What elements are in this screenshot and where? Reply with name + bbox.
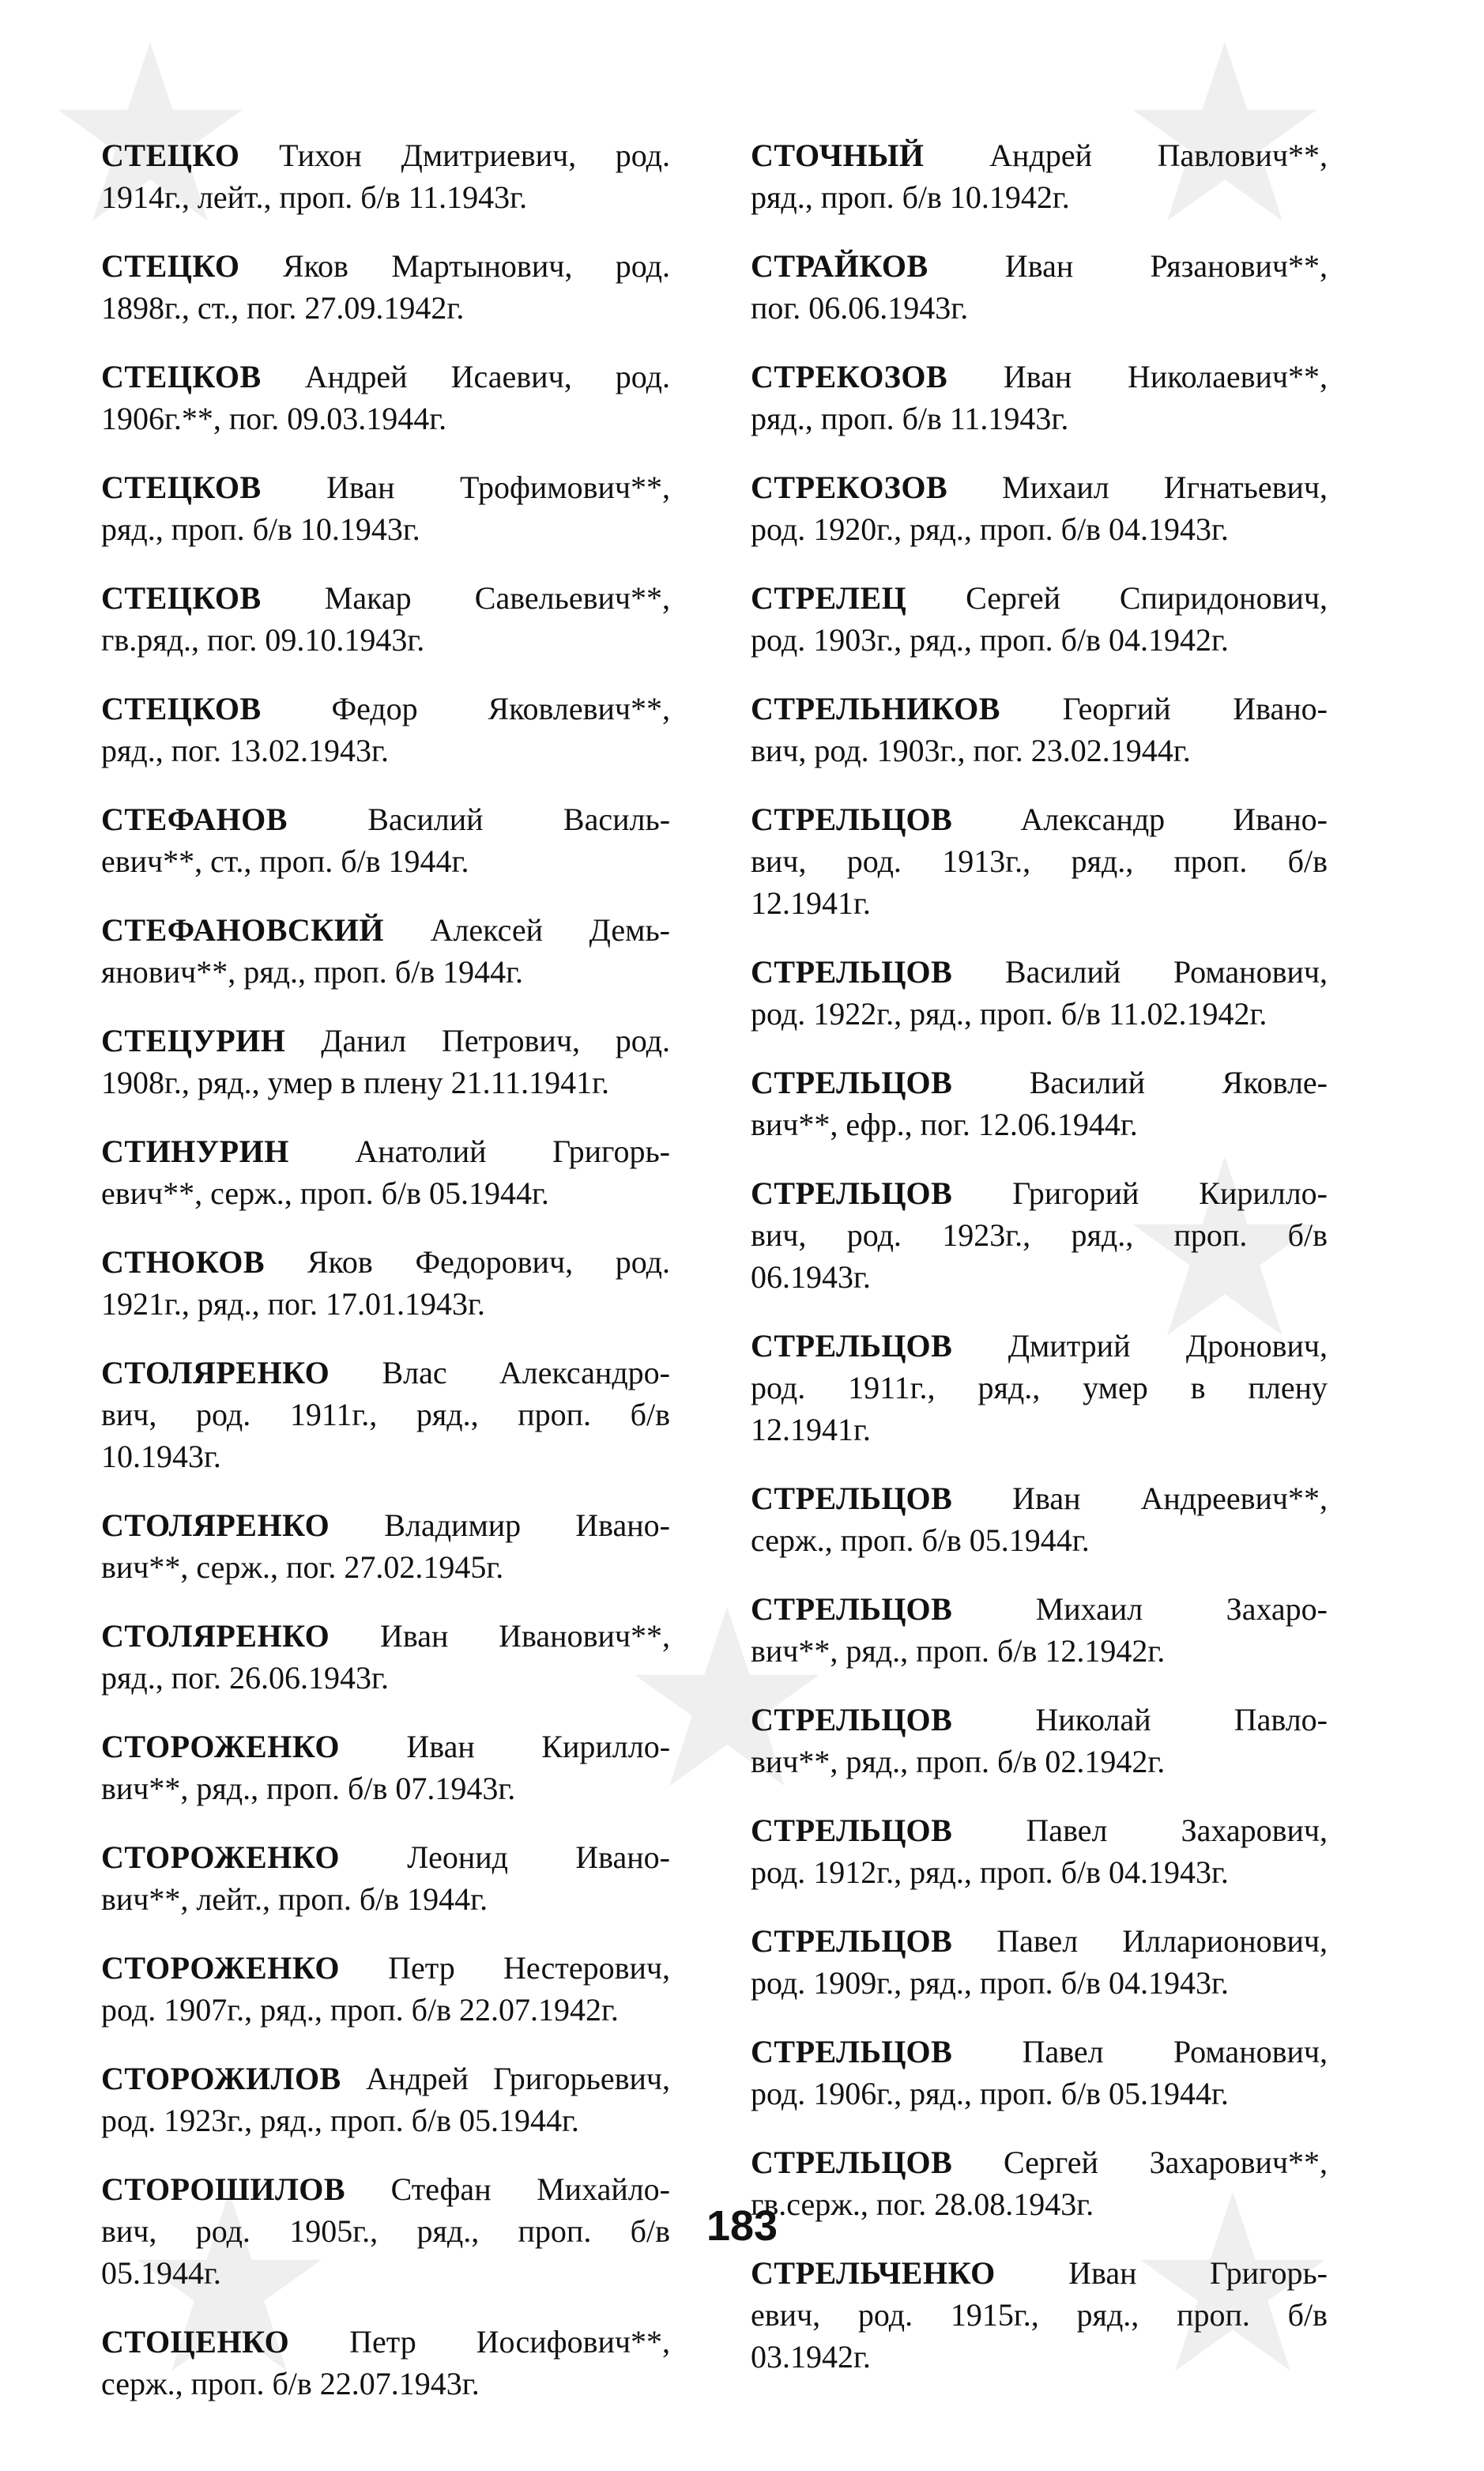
entry-line	[751, 134, 1328, 176]
list-item	[751, 798, 1328, 924]
entry-line	[101, 798, 670, 840]
entry-text: вич**, ряд., проп. б/в 12.1942г.	[751, 1633, 1166, 1669]
entry-line	[751, 1256, 1328, 1298]
list-item	[751, 1588, 1328, 1672]
entry-surname: СТРЕЛЬЦОВ	[751, 1175, 953, 1211]
entry-text: Алексей Демь-	[430, 912, 670, 948]
list-item	[751, 688, 1328, 771]
entry-line	[101, 2099, 670, 2141]
entry-text: вич**, ряд., проп. б/в 07.1943г.	[101, 1771, 516, 1806]
entry-surname: СТРЕЛЬЦОВ	[751, 802, 953, 837]
entry-line	[751, 2252, 1328, 2294]
entry-text: Георгий Ивано-	[1062, 691, 1328, 726]
entry-line	[751, 2031, 1328, 2073]
list-item	[101, 798, 670, 882]
list-item	[101, 1615, 670, 1699]
list-item	[101, 1947, 670, 2031]
entry-line	[751, 1062, 1328, 1103]
entry-text: 1921г., ряд., пог. 17.01.1943г.	[101, 1286, 485, 1322]
entry-text: вич, род. 1905г., ряд., проп. б/в	[101, 2213, 670, 2249]
entry-text: ряд., пог. 13.02.1943г.	[101, 733, 389, 768]
entry-text: Стефан Михайло-	[390, 2171, 671, 2207]
entry-text: Леонид Ивано-	[407, 1839, 670, 1875]
list-item	[101, 688, 670, 771]
left-column	[101, 134, 670, 2405]
list-item	[751, 134, 1328, 218]
entry-surname: СТРЕЛЬНИКОВ	[751, 691, 1000, 726]
entry-line	[101, 730, 670, 771]
entry-text: вич, род. 1923г., ряд., проп. б/в	[751, 1217, 1328, 1253]
entry-line	[101, 1989, 670, 2031]
list-item	[751, 1809, 1328, 1893]
entry-line	[101, 1657, 670, 1699]
entry-text: род. 1923г., ряд., проп. б/в 05.1944г.	[101, 2103, 579, 2138]
entry-line	[751, 1630, 1328, 1672]
entry-surname: СТОЛЯРЕНКО	[101, 1618, 330, 1654]
entry-surname: СТРЕЛЬЦОВ	[751, 2034, 953, 2069]
entry-line	[751, 2294, 1328, 2336]
entry-text: 12.1941г.	[751, 1412, 871, 1447]
entry-text: род. 1920г., ряд., проп. б/в 04.1943г.	[751, 511, 1229, 547]
entry-surname: СТРЕЛЬЦОВ	[751, 1813, 953, 1848]
entry-text: евич**, серж., проп. б/в 05.1944г.	[101, 1175, 549, 1211]
entry-text: 1908г., ряд., умер в плену 21.11.1941г.	[101, 1065, 610, 1100]
entry-line	[101, 1241, 670, 1283]
entry-line	[101, 2058, 670, 2099]
entry-line	[751, 508, 1328, 550]
entry-text: Иван Кирилло-	[406, 1729, 671, 1764]
entry-line	[101, 688, 670, 730]
entry-text: 1914г., лейт., проп. б/в 11.1943г.	[101, 179, 528, 215]
entry-surname: СТОЦЕНКО	[101, 2324, 290, 2360]
entry-text: род. 1912г., ряд., проп. б/в 04.1943г.	[751, 1854, 1229, 1890]
entry-surname: СТРЕЛЬЦОВ	[751, 1065, 953, 1100]
entry-text: 1898г., ст., пог. 27.09.1942г.	[101, 290, 465, 326]
entry-line	[751, 245, 1328, 287]
entry-line	[101, 245, 670, 287]
entry-line	[101, 1836, 670, 1878]
entry-line	[101, 398, 670, 439]
entry-text: 06.1943г.	[751, 1259, 871, 1295]
entry-surname: СТОЧНЫЙ	[751, 138, 925, 173]
entry-surname: СТРЕЛЬЦОВ	[751, 1481, 953, 1516]
entry-text: Яков Федорович, род.	[307, 1244, 670, 1280]
entry-text: 10.1943г.	[101, 1439, 221, 1474]
entry-text: род. 1906г., ряд., проп. б/в 05.1944г.	[751, 2076, 1229, 2111]
entry-text: Иван Иванович**,	[379, 1618, 670, 1654]
entry-line	[101, 1615, 670, 1657]
entry-text: вич**, лейт., проп. б/в 1944г.	[101, 1881, 488, 1917]
entry-surname: СТОРОШИЛОВ	[101, 2171, 346, 2207]
entry-surname: СТОЛЯРЕНКО	[101, 1355, 330, 1390]
entry-surname: СТРЕЛЕЦ	[751, 580, 907, 616]
entry-text: вич, род. 1903г., пог. 23.02.1944г.	[751, 733, 1191, 768]
entry-line	[751, 1519, 1328, 1561]
list-item	[101, 909, 670, 993]
entry-surname: СТЕЦУРИН	[101, 1023, 286, 1058]
entry-line	[101, 2363, 670, 2405]
entry-text: Иван Рязанович**,	[1004, 248, 1328, 284]
entry-line	[751, 1699, 1328, 1741]
entry-surname: СТОРОЖЕНКО	[101, 1729, 340, 1764]
entry-text: Григорий Кирилло-	[1012, 1175, 1328, 1211]
entry-text: Андрей Григорьевич,	[366, 2061, 670, 2096]
entry-line	[101, 2252, 670, 2294]
entry-line	[101, 840, 670, 882]
entry-surname: СТОЛЯРЕНКО	[101, 1507, 330, 1543]
entry-text: 03.1942г.	[751, 2339, 871, 2375]
entry-line	[751, 1809, 1328, 1851]
entry-text: Павел Захарович,	[1026, 1813, 1328, 1848]
list-item	[751, 1477, 1328, 1561]
entry-line	[751, 1920, 1328, 1962]
entry-text: пог. 06.06.1943г.	[751, 290, 969, 326]
list-item	[101, 2321, 670, 2405]
list-item	[101, 1836, 670, 1920]
entry-line	[101, 1020, 670, 1062]
entry-surname: СТРЕКОЗОВ	[751, 470, 948, 505]
entry-line	[751, 882, 1328, 924]
entry-line	[101, 1504, 670, 1546]
entry-line	[101, 619, 670, 661]
entry-line	[751, 2336, 1328, 2378]
entry-text: гв.ряд., пог. 09.10.1943г.	[101, 622, 425, 658]
entry-line	[751, 577, 1328, 619]
entry-line	[101, 1062, 670, 1103]
entry-surname: СТРЕКОЗОВ	[751, 359, 948, 394]
entry-surname: СТРЕЛЬЦОВ	[751, 1328, 953, 1364]
entry-text: Владимир Ивано-	[384, 1507, 670, 1543]
entry-text: Иван Трофимович**,	[326, 470, 670, 505]
entry-text: Павел Романович,	[1022, 2034, 1328, 2069]
entry-surname: СТРЕЛЬЦОВ	[751, 954, 953, 990]
entry-surname: СТОРОЖИЛОВ	[101, 2061, 341, 2096]
list-item	[751, 1699, 1328, 1783]
entry-line	[101, 1878, 670, 1920]
entry-surname: СТРАЙКОВ	[751, 248, 928, 284]
list-item	[751, 2031, 1328, 2114]
entry-text: 05.1944г.	[101, 2255, 221, 2291]
entry-text: Дмитрий Дронович,	[1008, 1328, 1328, 1364]
entry-surname: СТЕЦКОВ	[101, 359, 262, 394]
entry-line	[101, 356, 670, 398]
list-item	[751, 466, 1328, 550]
entry-text: Василий Романович,	[1004, 954, 1328, 990]
entry-text: серж., проп. б/в 05.1944г.	[751, 1522, 1090, 1558]
entry-text: Федор Яковлевич**,	[331, 691, 671, 726]
list-item	[751, 1920, 1328, 2004]
list-item	[101, 1726, 670, 1809]
entry-line	[751, 1962, 1328, 2004]
entry-line	[751, 356, 1328, 398]
entry-line	[101, 1394, 670, 1435]
entry-text: вич, род. 1911г., ряд., проп. б/в	[101, 1397, 670, 1432]
entry-line	[101, 508, 670, 550]
right-column	[751, 134, 1328, 2378]
entry-surname: СТРЕЛЬЦОВ	[751, 1923, 953, 1959]
entry-text: Анатолий Григорь-	[355, 1134, 670, 1169]
entry-text: 1906г.**, пог. 09.03.1944г.	[101, 401, 447, 436]
entry-text: род. 1903г., ряд., проп. б/в 04.1942г.	[751, 622, 1229, 658]
entry-text: род. 1909г., ряд., проп. б/в 04.1943г.	[751, 1965, 1229, 2001]
entry-text: вич**, ефр., пог. 12.06.1944г.	[751, 1107, 1138, 1142]
entry-line	[751, 1741, 1328, 1783]
entry-text: янович**, ряд., проп. б/в 1944г.	[101, 954, 524, 990]
entry-line	[101, 466, 670, 508]
list-item	[751, 1062, 1328, 1145]
page-number: 183	[706, 2202, 778, 2250]
list-item	[751, 245, 1328, 329]
entry-surname: СТЕЦКОВ	[101, 470, 262, 505]
entry-line	[751, 1325, 1328, 1367]
entry-line	[751, 1103, 1328, 1145]
entry-line	[101, 1283, 670, 1325]
entry-text: Тихон Дмитриевич, род.	[279, 138, 671, 173]
list-item	[101, 1504, 670, 1588]
list-item	[101, 1020, 670, 1103]
entry-text: род. 1911г., ряд., умер в плену	[751, 1370, 1328, 1405]
entry-line	[751, 619, 1328, 661]
entry-text: Иван Григорь-	[1068, 2255, 1328, 2291]
entry-line	[751, 1477, 1328, 1519]
list-item	[751, 2252, 1328, 2378]
entry-line	[751, 993, 1328, 1035]
list-item	[751, 577, 1328, 661]
entry-text: евич, род. 1915г., ряд., проп. б/в	[751, 2297, 1328, 2333]
entry-text: вич**, серж., пог. 27.02.1945г.	[101, 1549, 504, 1585]
entry-text: гв.серж., пог. 28.08.1943г.	[751, 2186, 1094, 2222]
entry-text: род. 1922г., ряд., проп. б/в 11.02.1942г.	[751, 996, 1267, 1032]
entry-text: ряд., проп. б/в 10.1942г.	[751, 179, 1070, 215]
entry-line	[101, 1726, 670, 1767]
entry-line	[751, 730, 1328, 771]
entry-text: ряд., проп. б/в 10.1943г.	[101, 511, 420, 547]
entry-text: Михаил Захаро-	[1035, 1591, 1328, 1627]
list-item	[751, 951, 1328, 1035]
entry-line	[751, 840, 1328, 882]
list-item	[101, 466, 670, 550]
entry-text: Николай Павло-	[1035, 1702, 1328, 1737]
entry-line	[751, 1172, 1328, 1214]
entry-line	[101, 951, 670, 993]
list-item	[101, 1352, 670, 1477]
entry-surname: СТОРОЖЕНКО	[101, 1950, 340, 1986]
entry-surname: СТРЕЛЬЧЕНКО	[751, 2255, 996, 2291]
entry-line	[101, 1947, 670, 1989]
entry-line	[751, 398, 1328, 439]
entry-text: 12.1941г.	[751, 885, 871, 921]
entry-surname: СТРЕЛЬЦОВ	[751, 1591, 953, 1627]
entry-text: Сергей Захарович**,	[1003, 2145, 1328, 2180]
entry-text: Иван Николаевич**,	[1003, 359, 1328, 394]
entry-text: серж., проп. б/в 22.07.1943г.	[101, 2366, 480, 2401]
entry-line	[101, 1172, 670, 1214]
entry-text: вич**, ряд., проп. б/в 02.1942г.	[751, 1744, 1166, 1779]
list-item	[101, 245, 670, 329]
entry-line	[101, 176, 670, 218]
list-item	[101, 356, 670, 439]
entry-line	[751, 1409, 1328, 1451]
list-item	[751, 1325, 1328, 1451]
entry-text: Данил Петрович, род.	[321, 1023, 671, 1058]
entry-text: Петр Иосифович**,	[349, 2324, 671, 2360]
entry-text: Александр Ивано-	[1020, 802, 1328, 837]
list-item	[751, 356, 1328, 439]
entry-surname: СТЕЦКО	[101, 138, 240, 173]
entry-text: Макар Савельевич**,	[324, 580, 670, 616]
entry-line	[751, 688, 1328, 730]
entry-surname: СТНОКОВ	[101, 1244, 266, 1280]
entry-line	[751, 951, 1328, 993]
entry-line	[101, 2321, 670, 2363]
entry-line	[751, 466, 1328, 508]
entry-line	[751, 1851, 1328, 1893]
entry-line	[101, 1352, 670, 1394]
entry-line	[101, 1130, 670, 1172]
entry-line	[101, 134, 670, 176]
entry-text: Михаил Игнатьевич,	[1002, 470, 1328, 505]
entry-surname: СТРЕЛЬЦОВ	[751, 1702, 953, 1737]
entry-text: евич**, ст., проп. б/в 1944г.	[101, 843, 469, 879]
entry-line	[751, 287, 1328, 329]
entry-text: Яков Мартынович, род.	[282, 248, 671, 284]
entry-surname: СТОРОЖЕНКО	[101, 1839, 340, 1875]
entry-surname: СТЕЦКОВ	[101, 580, 262, 616]
entry-surname: СТРЕЛЬЦОВ	[751, 2145, 953, 2180]
entry-text: Сергей Спиридонович,	[966, 580, 1328, 616]
entry-line	[101, 909, 670, 951]
entry-text: вич, род. 1913г., ряд., проп. б/в	[751, 843, 1328, 879]
entry-surname: СТЕФАНОВСКИЙ	[101, 912, 384, 948]
entry-text: ряд., пог. 26.06.1943г.	[101, 1660, 389, 1696]
entry-line	[751, 2073, 1328, 2114]
entry-text: Петр Нестерович,	[388, 1950, 670, 1986]
entry-line	[751, 1214, 1328, 1256]
entry-text: Василий Яковле-	[1029, 1065, 1328, 1100]
entry-surname: СТЕФАНОВ	[101, 802, 288, 837]
entry-surname: СТЕЦКОВ	[101, 691, 262, 726]
entry-text: ряд., проп. б/в 11.1943г.	[751, 401, 1069, 436]
entry-line	[101, 287, 670, 329]
entry-line	[751, 1588, 1328, 1630]
entry-line	[751, 1367, 1328, 1409]
entry-text: Иван Андреевич**,	[1012, 1481, 1328, 1516]
list-item	[101, 1130, 670, 1214]
entry-text: Василий Василь-	[367, 802, 671, 837]
entry-line	[751, 176, 1328, 218]
entry-line	[751, 798, 1328, 840]
entry-surname: СТИНУРИН	[101, 1134, 289, 1169]
entry-line	[101, 1767, 670, 1809]
entry-line	[751, 2141, 1328, 2183]
list-item	[101, 2058, 670, 2141]
entry-surname: СТЕЦКО	[101, 248, 240, 284]
list-item	[101, 577, 670, 661]
entry-text: Андрей Павлович**,	[989, 138, 1328, 173]
entry-line	[101, 577, 670, 619]
entry-line	[101, 1546, 670, 1588]
entry-text: Андрей Исаевич, род.	[304, 359, 670, 394]
entry-line	[101, 1435, 670, 1477]
entry-text: Влас Александро-	[382, 1355, 670, 1390]
list-item	[101, 134, 670, 218]
list-item	[751, 1172, 1328, 1298]
list-item	[101, 1241, 670, 1325]
entry-text: Павел Илларионович,	[996, 1923, 1328, 1959]
entry-text: род. 1907г., ряд., проп. б/в 22.07.1942г.	[101, 1992, 619, 2028]
